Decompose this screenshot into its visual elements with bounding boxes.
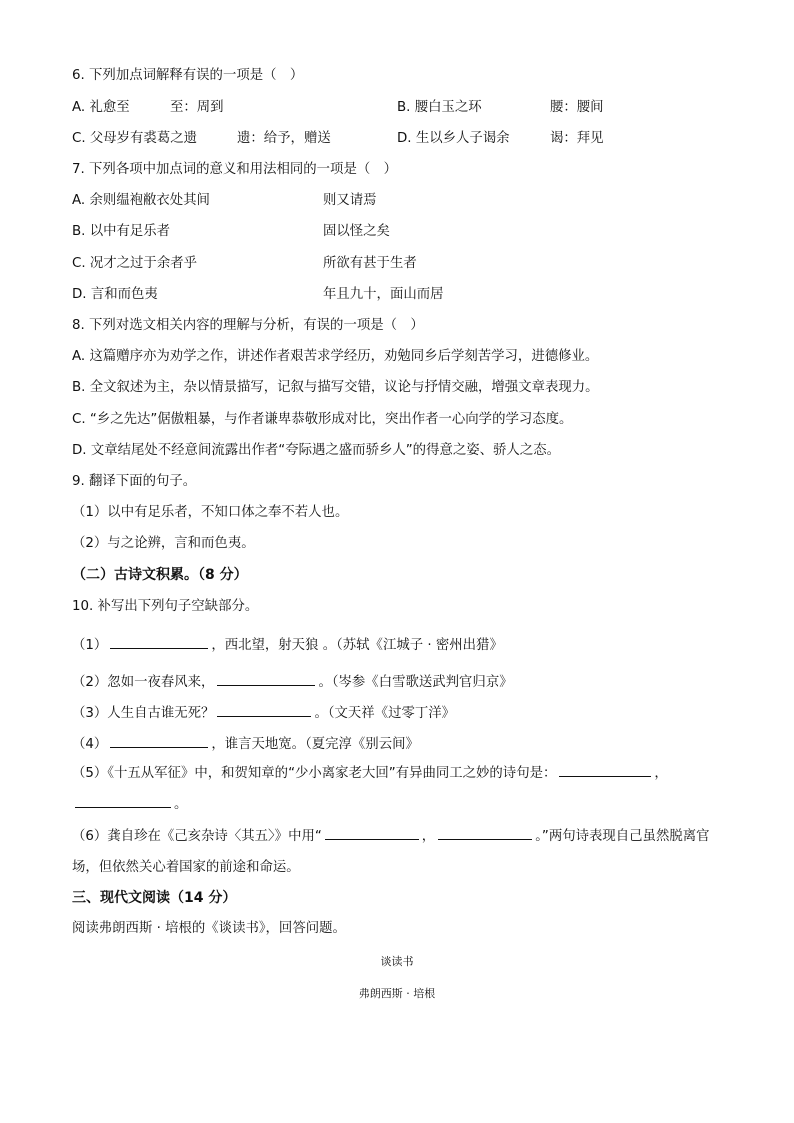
q7-option-c-compare: 所欲有甚于生者 [323,256,417,271]
q6-option-b: B. 腰白玉之环 [397,100,482,115]
q8-option-d: D. 文章结尾处不经意间流露出作者“夸际遇之盛而骄乡人”的得意之姿、骄人之态。 [72,443,560,458]
q7-option-a-compare: 则又请焉 [323,193,377,208]
q6-option-c: C. 父母岁有裘葛之遗 [72,131,197,146]
q10-item-6-text-before: （6）龚自珍在《己亥杂诗〈其五〉》中用“ [72,829,322,844]
answer-blank[interactable] [217,701,311,717]
answer-blank[interactable] [325,824,419,840]
article-author: 弗朗西斯 · 培根 [358,987,436,1000]
q10-item-6-text-after: 。”两句诗表现自己虽然脱离官场，但依然关心着国家的前途和命运。 [72,829,710,875]
q10-item-5-text-before: （5）《十五从军征》中，和贺知章的“少小离家老大回”有异曲同工之妙的诗句是： [72,766,557,781]
q8-stem: 8. 下列对选文相关内容的理解与分析，有误的一项是（ ） [72,318,424,333]
q6-stem: 6. 下列加点词解释有误的一项是（ ） [72,68,304,83]
q10-item-3-text-before: （3）人生自古谁无死？ [72,706,215,721]
q6-option-a: A. 礼愈至 [72,100,130,115]
q10-item-1-text: ，西北望，射天狼 。（苏轼《江城子 · 密州出猎》 [211,638,503,653]
q10-item-4-label: （4） [72,737,108,752]
q10-item-5-separator: ， [654,766,668,781]
q6-option-c-gloss: 遗：给予，赠送 [237,131,331,146]
q7-option-a: A. 余则缊袍敝衣处其间 [72,193,210,208]
answer-blank[interactable] [110,633,208,649]
q10-item-2-text-before: （2）忽如一夜春风来， [72,675,215,690]
q6-option-d: D. 生以乡人子谒余 [397,131,510,146]
q10-item-4 [72,732,419,755]
q10-item-6 [72,821,722,883]
q6-option-d-gloss: 谒：拜见 [550,131,604,146]
q10-item-4-text: ，谁言天地宽。（夏完淳《别云间》 [211,737,419,752]
answer-blank[interactable] [75,792,171,808]
q10-item-6-separator: ， [421,829,436,844]
q7-option-d: D. 言和而色夷 [72,287,158,302]
q8-option-b: B. 全文叙述为主，杂以情景描写，记叙与描写交错，议论与抒情交融，增强文章表现力。 [72,380,599,395]
q6-option-a-gloss: 至：周到 [170,100,224,115]
q7-option-b: B. 以中有足乐者 [72,224,171,239]
q6-option-b-gloss: 腰：腰间 [550,100,604,115]
q10-item-5 [72,758,722,820]
answer-blank[interactable] [438,824,532,840]
q7-option-c: C. 况才之过于余者乎 [72,256,197,271]
q9-stem: 9. 翻译下面的句子。 [72,474,197,489]
q10-item-5-text-after: 。 [174,797,188,812]
q9-sentence-2: （2）与之论辨，言和而色夷。 [72,536,255,551]
reading-intro: 阅读弗朗西斯 · 培根的《谈读书》，回答问题。 [72,921,346,936]
answer-blank[interactable] [217,670,315,686]
q10-stem: 10. 补写出下列句子空缺部分。 [72,599,259,614]
q10-item-2-text-after: 。（岑参《白雪歌送武判官归京》 [318,675,513,690]
answer-blank[interactable] [110,732,208,748]
q7-stem: 7. 下列各项中加点词的意义和用法相同的一项是（ ） [72,162,398,177]
q10-item-3-text-after: 。（文天祥《过零丁洋》 [314,706,456,721]
q7-option-b-compare: 固以怪之矣 [323,224,390,239]
q8-option-c: C. “乡之先达”倨傲粗暴，与作者谦卑恭敬形成对比，突出作者一心向学的学习态度。 [72,412,573,427]
q9-sentence-1: （1）以中有足乐者，不知口体之奉不若人也。 [72,505,349,520]
q10-item-2 [72,670,513,693]
article-title: 谈读书 [380,955,414,968]
answer-blank[interactable] [559,761,651,777]
section-heading-reading: 三、现代文阅读（14 分） [72,890,237,906]
q7-option-d-compare: 年且九十，面山而居 [323,287,444,302]
q10-item-3 [72,701,455,724]
section-heading-poetry: （二）古诗文积累。（8 分） [72,567,248,583]
q10-item-1-label: （1） [72,638,108,653]
q10-item-1 [72,633,503,656]
q8-option-a: A. 这篇赠序亦为劝学之作，讲述作者艰苦求学经历，劝勉同乡后学刻苦学习，进德修业。 [72,349,599,364]
